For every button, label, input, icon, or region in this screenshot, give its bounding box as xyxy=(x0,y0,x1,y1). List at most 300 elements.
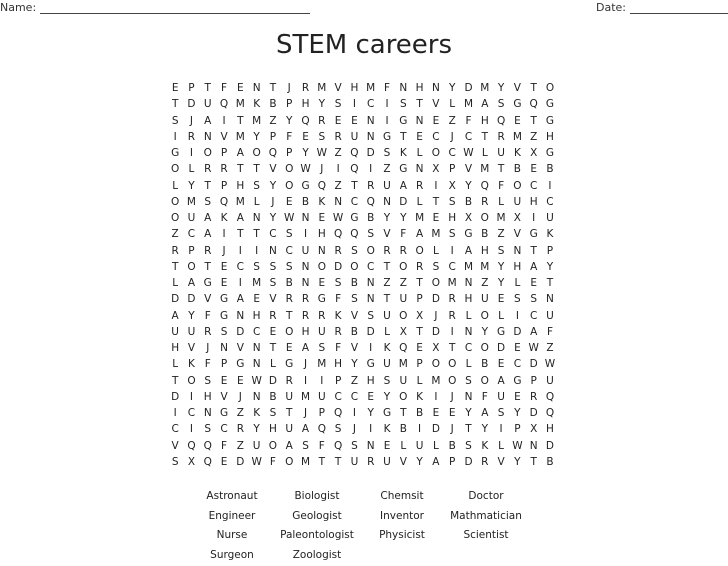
grid-letter: A xyxy=(200,113,216,129)
grid-letter: C xyxy=(265,226,281,242)
grid-letter: U xyxy=(346,454,362,470)
grid-letter: D xyxy=(395,194,411,210)
grid-letter: Z xyxy=(395,275,411,291)
grid-letter: N xyxy=(526,438,542,454)
grid-letter: C xyxy=(460,129,476,145)
grid-letter: I xyxy=(493,421,509,437)
grid-letter: L xyxy=(444,96,460,112)
grid-letter: Z xyxy=(265,113,281,129)
grid-letter: E xyxy=(216,373,232,389)
grid-letter: S xyxy=(200,194,216,210)
grid-letter: I xyxy=(428,389,444,405)
grid-letter: M xyxy=(509,129,525,145)
grid-letter: Q xyxy=(493,113,509,129)
grid-letter: K xyxy=(248,96,264,112)
grid-letter: Z xyxy=(330,145,346,161)
grid-letter: N xyxy=(460,324,476,340)
grid-letter: Y xyxy=(183,308,199,324)
grid-letter: I xyxy=(248,243,264,259)
grid-letter: A xyxy=(428,454,444,470)
grid-letter: E xyxy=(314,275,330,291)
grid-letter: S xyxy=(314,340,330,356)
grid-letter: O xyxy=(281,454,297,470)
grid-letter: O xyxy=(167,161,183,177)
grid-letter: F xyxy=(330,291,346,307)
grid-letter: F xyxy=(281,129,297,145)
grid-letter: I xyxy=(542,178,558,194)
grid-letter: T xyxy=(330,454,346,470)
grid-letter: A xyxy=(297,421,313,437)
grid-letter: A xyxy=(200,210,216,226)
grid-letter: A xyxy=(297,340,313,356)
grid-letter: Y xyxy=(493,275,509,291)
grid-letter: N xyxy=(248,389,264,405)
grid-letter: T xyxy=(281,308,297,324)
grid-letter: A xyxy=(232,145,248,161)
grid-letter: C xyxy=(183,405,199,421)
grid-letter: C xyxy=(183,226,199,242)
grid-letter: N xyxy=(248,356,264,372)
grid-letter: S xyxy=(265,405,281,421)
grid-letter: M xyxy=(183,194,199,210)
grid-letter: O xyxy=(444,356,460,372)
grid-letter: G xyxy=(509,373,525,389)
grid-letter: N xyxy=(297,275,313,291)
grid-letter: E xyxy=(428,113,444,129)
grid-letter: N xyxy=(265,243,281,259)
grid-letter: C xyxy=(248,324,264,340)
grid-letter: V xyxy=(216,129,232,145)
grid-letter: S xyxy=(493,405,509,421)
grid-letter: E xyxy=(346,113,362,129)
grid-letter: M xyxy=(411,210,427,226)
grid-letter: C xyxy=(232,259,248,275)
grid-letter: H xyxy=(411,80,427,96)
grid-letter: C xyxy=(526,308,542,324)
grid-letter: T xyxy=(411,324,427,340)
grid-letter: V xyxy=(509,226,525,242)
grid-letter: E xyxy=(314,210,330,226)
grid-letter: S xyxy=(330,96,346,112)
grid-letter: T xyxy=(200,259,216,275)
grid-letter: A xyxy=(281,438,297,454)
grid-letter: J xyxy=(200,340,216,356)
grid-letter: R xyxy=(395,243,411,259)
grid-letter: R xyxy=(200,243,216,259)
grid-letter: B xyxy=(265,96,281,112)
word-list-item: Paleontologist xyxy=(274,527,360,547)
grid-letter: J xyxy=(444,389,460,405)
grid-letter: Y xyxy=(509,454,525,470)
grid-letter: A xyxy=(232,210,248,226)
grid-letter: Q xyxy=(183,438,199,454)
grid-letter: N xyxy=(314,243,330,259)
grid-letter: R xyxy=(297,80,313,96)
grid-letter: A xyxy=(183,275,199,291)
grid-letter: J xyxy=(314,161,330,177)
word-list-item: Inventor xyxy=(360,508,444,528)
grid-letter: K xyxy=(509,145,525,161)
grid-letter: A xyxy=(232,291,248,307)
grid-letter: O xyxy=(248,145,264,161)
grid-letter: M xyxy=(297,454,313,470)
date-line xyxy=(630,2,728,14)
grid-letter: B xyxy=(265,389,281,405)
grid-letter: U xyxy=(314,389,330,405)
grid-letter: L xyxy=(183,161,199,177)
grid-letter: R xyxy=(200,324,216,340)
grid-letter: N xyxy=(200,405,216,421)
grid-letter: Y xyxy=(248,129,264,145)
grid-letter: G xyxy=(314,291,330,307)
grid-letter: E xyxy=(330,113,346,129)
grid-letter: T xyxy=(200,178,216,194)
grid-letter: G xyxy=(216,308,232,324)
grid-letter: L xyxy=(428,438,444,454)
grid-letter: T xyxy=(281,405,297,421)
grid-letter: R xyxy=(493,129,509,145)
word-list-item: Engineer xyxy=(190,508,274,528)
grid-letter: I xyxy=(379,96,395,112)
grid-letter: B xyxy=(346,275,362,291)
grid-letter: R xyxy=(216,161,232,177)
grid-letter: A xyxy=(200,226,216,242)
grid-letter: T xyxy=(200,80,216,96)
grid-letter: S xyxy=(363,226,379,242)
grid-letter: Q xyxy=(297,113,313,129)
page-title: STEM careers xyxy=(0,30,728,60)
grid-letter: H xyxy=(363,373,379,389)
grid-letter: A xyxy=(526,324,542,340)
grid-letter: K xyxy=(379,421,395,437)
grid-letter: R xyxy=(444,291,460,307)
grid-letter: T xyxy=(167,373,183,389)
word-list-item: Geologist xyxy=(274,508,360,528)
grid-letter: H xyxy=(297,96,313,112)
grid-letter: T xyxy=(526,454,542,470)
grid-letter: R xyxy=(330,243,346,259)
grid-letter: N xyxy=(363,275,379,291)
grid-letter: S xyxy=(379,145,395,161)
grid-letter: M xyxy=(477,259,493,275)
grid-letter: V xyxy=(167,438,183,454)
grid-letter: S xyxy=(200,421,216,437)
grid-letter: S xyxy=(526,291,542,307)
grid-letter: T xyxy=(379,259,395,275)
grid-letter: G xyxy=(379,129,395,145)
grid-letter: P xyxy=(281,145,297,161)
grid-letter: H xyxy=(248,308,264,324)
grid-letter: Z xyxy=(330,178,346,194)
grid-letter: M xyxy=(493,210,509,226)
grid-letter: I xyxy=(346,96,362,112)
grid-letter: T xyxy=(395,129,411,145)
grid-letter: T xyxy=(232,113,248,129)
grid-letter: T xyxy=(265,340,281,356)
grid-letter: F xyxy=(314,438,330,454)
grid-letter: I xyxy=(330,161,346,177)
grid-letter: E xyxy=(509,340,525,356)
grid-letter: K xyxy=(314,194,330,210)
grid-letter: C xyxy=(526,178,542,194)
grid-letter: N xyxy=(542,291,558,307)
grid-letter: N xyxy=(297,210,313,226)
grid-letter: S xyxy=(216,324,232,340)
grid-letter: V xyxy=(265,291,281,307)
grid-letter: W xyxy=(281,210,297,226)
grid-letter: E xyxy=(444,405,460,421)
grid-letter: V xyxy=(265,161,281,177)
grid-letter: Y xyxy=(493,80,509,96)
grid-letter: O xyxy=(395,389,411,405)
grid-letter: Q xyxy=(314,178,330,194)
grid-letter: A xyxy=(411,226,427,242)
grid-letter: N xyxy=(248,80,264,96)
grid-letter: Z xyxy=(232,405,248,421)
grid-letter: E xyxy=(232,373,248,389)
grid-letter: B xyxy=(411,405,427,421)
word-list-item: Chemsit xyxy=(360,488,444,508)
word-list-item: Nurse xyxy=(190,527,274,547)
grid-letter: G xyxy=(395,113,411,129)
grid-letter: N xyxy=(460,275,476,291)
grid-letter: U xyxy=(379,454,395,470)
grid-letter: V xyxy=(200,291,216,307)
grid-letter: Y xyxy=(379,389,395,405)
grid-letter: V xyxy=(509,80,525,96)
grid-letter: V xyxy=(428,96,444,112)
grid-letter: I xyxy=(167,129,183,145)
grid-letter: L xyxy=(379,324,395,340)
grid-letter: G xyxy=(493,324,509,340)
grid-letter: Z xyxy=(526,129,542,145)
grid-letter: B xyxy=(509,161,525,177)
grid-letter: K xyxy=(248,405,264,421)
grid-letter: G xyxy=(297,178,313,194)
grid-letter: L xyxy=(493,194,509,210)
grid-letter: M xyxy=(232,129,248,145)
grid-letter: G xyxy=(232,356,248,372)
grid-letter: Y xyxy=(493,259,509,275)
grid-letter: B xyxy=(460,194,476,210)
grid-letter: S xyxy=(167,454,183,470)
grid-letter: N xyxy=(411,161,427,177)
grid-letter: N xyxy=(428,80,444,96)
grid-letter: Z xyxy=(542,340,558,356)
grid-letter: B xyxy=(477,226,493,242)
grid-letter: U xyxy=(314,324,330,340)
grid-letter: X xyxy=(183,454,199,470)
grid-letter: T xyxy=(428,194,444,210)
grid-letter: J xyxy=(346,421,362,437)
grid-letter: V xyxy=(379,226,395,242)
grid-letter: N xyxy=(330,194,346,210)
grid-letter: U xyxy=(183,324,199,340)
grid-letter: U xyxy=(542,210,558,226)
grid-letter: I xyxy=(183,421,199,437)
grid-letter: I xyxy=(428,178,444,194)
grid-letter: M xyxy=(460,96,476,112)
grid-letter: F xyxy=(200,308,216,324)
grid-letter: G xyxy=(200,275,216,291)
grid-letter: Q xyxy=(363,194,379,210)
grid-letter: F xyxy=(379,80,395,96)
grid-letter: Y xyxy=(363,405,379,421)
word-list-item: Physicist xyxy=(360,527,444,547)
grid-letter: O xyxy=(395,308,411,324)
grid-letter: U xyxy=(542,373,558,389)
grid-letter: F xyxy=(216,438,232,454)
grid-letter: L xyxy=(493,438,509,454)
grid-letter: R xyxy=(297,308,313,324)
grid-letter: C xyxy=(216,421,232,437)
grid-letter: E xyxy=(216,259,232,275)
grid-letter: I xyxy=(363,340,379,356)
grid-letter: F xyxy=(216,80,232,96)
grid-letter: Y xyxy=(248,421,264,437)
word-list-item: Mathmatician xyxy=(444,508,528,528)
grid-letter: E xyxy=(526,161,542,177)
grid-letter: D xyxy=(183,291,199,307)
grid-letter: L xyxy=(265,356,281,372)
grid-letter: F xyxy=(542,324,558,340)
grid-letter: C xyxy=(444,259,460,275)
grid-letter: K xyxy=(183,356,199,372)
grid-letter: U xyxy=(411,438,427,454)
grid-letter: X xyxy=(395,324,411,340)
grid-letter: N xyxy=(216,340,232,356)
grid-letter: R xyxy=(363,178,379,194)
grid-letter: T xyxy=(167,96,183,112)
grid-letter: F xyxy=(460,113,476,129)
grid-letter: V xyxy=(232,340,248,356)
grid-letter: P xyxy=(216,145,232,161)
grid-letter: E xyxy=(216,454,232,470)
grid-letter: B xyxy=(542,454,558,470)
grid-letter: E xyxy=(526,275,542,291)
grid-letter: G xyxy=(395,161,411,177)
grid-letter: Y xyxy=(395,210,411,226)
grid-letter: V xyxy=(216,389,232,405)
grid-letter: U xyxy=(379,356,395,372)
grid-letter: J xyxy=(297,405,313,421)
grid-letter: O xyxy=(183,373,199,389)
grid-letter: X xyxy=(526,145,542,161)
name-field[interactable] xyxy=(0,1,310,14)
grid-letter: U xyxy=(200,96,216,112)
date-field[interactable] xyxy=(596,1,728,14)
grid-letter: H xyxy=(444,210,460,226)
grid-letter: K xyxy=(542,226,558,242)
grid-letter: O xyxy=(477,308,493,324)
grid-letter: G xyxy=(460,226,476,242)
grid-letter: H xyxy=(297,324,313,340)
grid-letter: Q xyxy=(265,145,281,161)
grid-letter: N xyxy=(232,308,248,324)
grid-letter: A xyxy=(493,373,509,389)
grid-letter: B xyxy=(281,275,297,291)
grid-letter: I xyxy=(216,226,232,242)
grid-letter: S xyxy=(460,438,476,454)
grid-letter: Q xyxy=(477,178,493,194)
grid-letter: I xyxy=(297,226,313,242)
grid-letter: X xyxy=(460,210,476,226)
grid-letter: U xyxy=(493,389,509,405)
grid-letter: M xyxy=(428,373,444,389)
grid-letter: O xyxy=(428,356,444,372)
grid-letter: L xyxy=(460,356,476,372)
grid-letter: T xyxy=(411,275,427,291)
grid-letter: H xyxy=(542,421,558,437)
grid-letter: G xyxy=(542,96,558,112)
grid-letter: U xyxy=(281,389,297,405)
grid-letter: C xyxy=(509,356,525,372)
grid-letter: V xyxy=(330,80,346,96)
grid-letter: Y xyxy=(444,80,460,96)
grid-letter: O xyxy=(428,145,444,161)
grid-letter: G xyxy=(379,405,395,421)
grid-letter: L xyxy=(248,194,264,210)
grid-letter: Q xyxy=(346,226,362,242)
grid-letter: E xyxy=(232,80,248,96)
grid-letter: S xyxy=(314,129,330,145)
grid-letter: S xyxy=(330,275,346,291)
grid-letter: T xyxy=(248,161,264,177)
grid-letter: C xyxy=(346,389,362,405)
grid-letter: P xyxy=(314,405,330,421)
grid-letter: M xyxy=(232,96,248,112)
grid-letter: N xyxy=(363,291,379,307)
grid-letter: Z xyxy=(444,113,460,129)
grid-letter: L xyxy=(477,145,493,161)
grid-letter: H xyxy=(346,80,362,96)
date-label: Date: xyxy=(596,1,626,14)
grid-letter: W xyxy=(526,340,542,356)
grid-letter: H xyxy=(460,291,476,307)
grid-letter: M xyxy=(477,80,493,96)
grid-letter: S xyxy=(444,194,460,210)
grid-letter: H xyxy=(232,178,248,194)
grid-letter: B xyxy=(395,421,411,437)
grid-letter: E xyxy=(281,194,297,210)
grid-letter: R xyxy=(281,373,297,389)
grid-letter: S xyxy=(346,438,362,454)
grid-letter: Z xyxy=(346,373,362,389)
grid-letter: D xyxy=(167,291,183,307)
grid-letter: J xyxy=(281,80,297,96)
grid-letter: O xyxy=(265,438,281,454)
grid-letter: I xyxy=(444,324,460,340)
grid-letter: M xyxy=(444,275,460,291)
grid-letter: R xyxy=(314,308,330,324)
grid-letter: G xyxy=(216,405,232,421)
grid-letter: G xyxy=(363,356,379,372)
grid-letter: N xyxy=(509,243,525,259)
grid-letter: E xyxy=(428,405,444,421)
grid-letter: Q xyxy=(200,454,216,470)
grid-letter: M xyxy=(363,80,379,96)
grid-letter: G xyxy=(542,113,558,129)
grid-letter: M xyxy=(395,356,411,372)
grid-letter: A xyxy=(395,178,411,194)
grid-letter: H xyxy=(265,421,281,437)
grid-letter: C xyxy=(167,421,183,437)
grid-letter: M xyxy=(248,113,264,129)
grid-letter: T xyxy=(444,340,460,356)
grid-letter: B xyxy=(444,438,460,454)
grid-letter: K xyxy=(330,308,346,324)
grid-letter: N xyxy=(363,113,379,129)
